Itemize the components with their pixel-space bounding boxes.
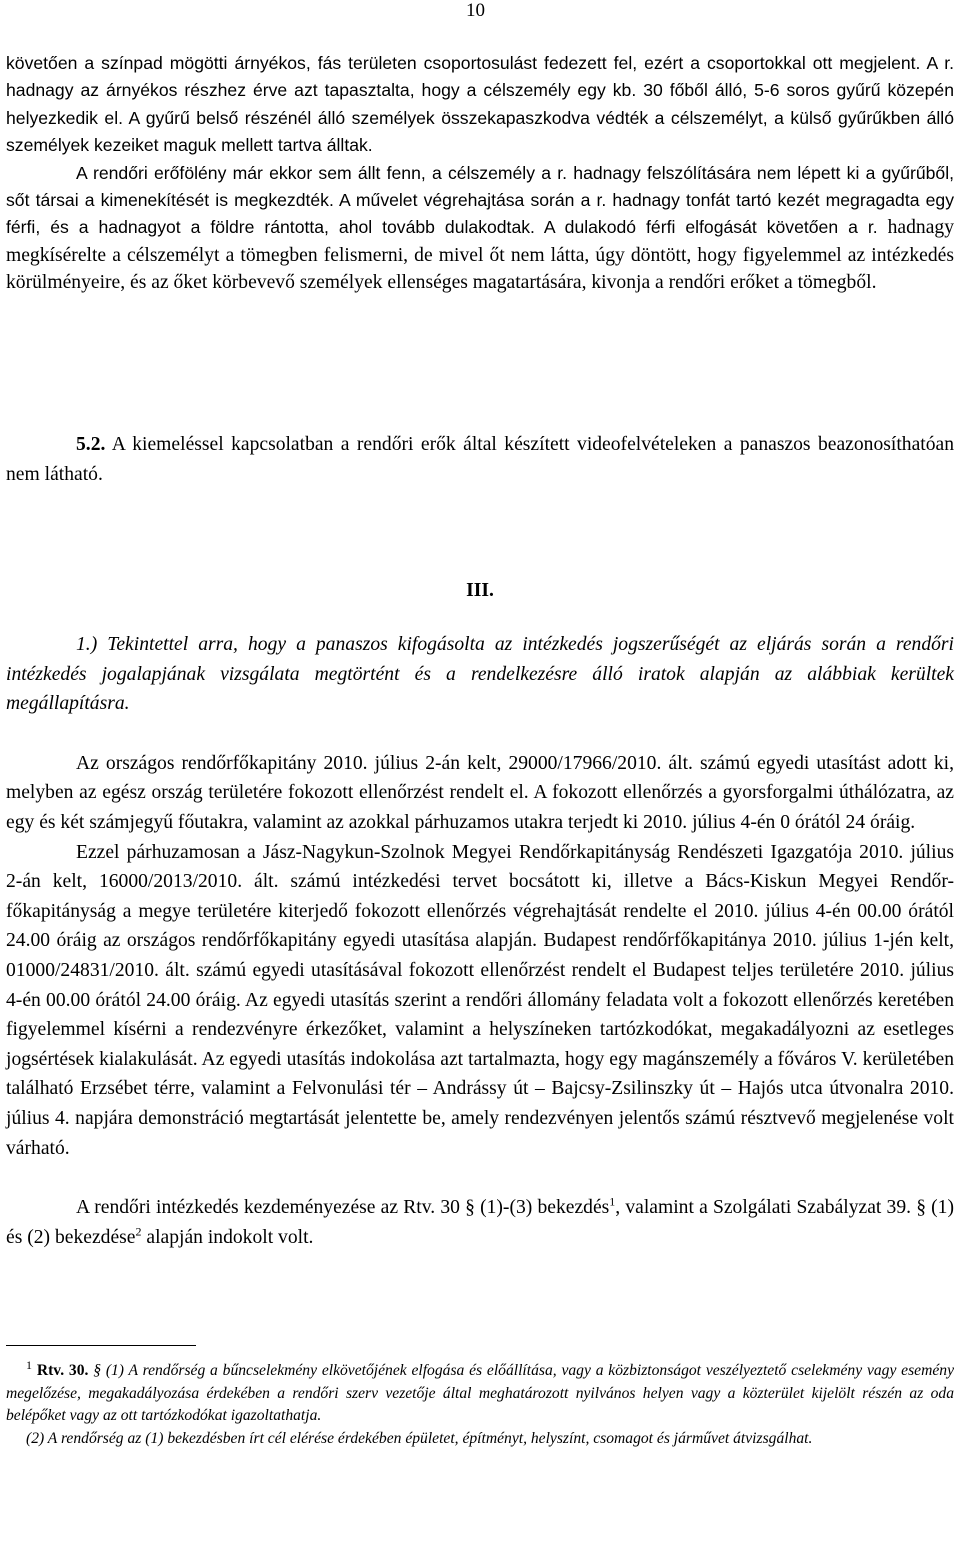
legal-basis-text-1: A rendőri intézkedés kezdeményezése az Rtv. 30 § (1)-(3) bekezdés — [76, 1197, 610, 1219]
section-iii-body — [6, 630, 954, 1252]
intro-text: Tekintettel arra, hogy a panaszos kifogásolta az intézkedés jogszerűségét az eljárás során a rendőri intézkedés jogalapjának vizsgálata megtörtént és a rendelkezésre álló iratok alapján az alábbiak kerültek megállapításra. — [6, 634, 954, 715]
footnote-1-mark: 1 — [26, 1357, 32, 1372]
paragraph-ring-description — [6, 50, 954, 297]
ring-text-part2: A gyűrű belső részénél álló személyek összekapaszkodva védték a célszemélyt, a külső gyűrűkben álló személyek kezeiket maguk mellett tartva álltak. — [6, 107, 954, 156]
legal-basis-text-2: , valamint a Szolgálati Szabályzat 39. § (1) és (2) bekezdése — [6, 1197, 955, 1248]
paragraph-regional-orders: Ezzel párhuzamosan a Jász-Nagykun-Szolnok Megyei Rendőrkapitányság Rendészeti Igazgatója 2010. július 2-án kelt, 16000/2013/2010. ált. számú intézkedési tervet bocsátott ki, illetve a Bács-Kiskun Megyei Rendőr-főkapitányság a megye területére kiterjedő fokozott ellenőrzés végrehajtását rendelte el 2010. július 4-én 00.00 órától 24.00 óráig az országos rendőrfőkapitány egyedi utasítása alapján. Budapest rendőrfőkapitánya 2010. július 1-jén kelt, 01000/24831/2010. ált. számú egyedi utasításával fokozott ellenőrzést rendelt el Budapest teljes területére 2010. július 4-én 00.00 órától 24.00 óráig. Az egyedi utasítás szerint a rendőri állomány feladata volt a fokozott ellenőrzés keretében figyelemmel kísérni a rendezvényre érkezőket, valamint a helyszíneken tartózkodókat, megakadályozni az esetleges jogsértések kialakulását. Az egyedi utasítás indokolása azt tartalmazta, hogy egy magánszemély a főváros V. kerületében található Erzsébet térre, valamint a Felvonulási tér – Andrássy út – Bajcsy-Zsilinszky út – Hajós utca útvonalra 2010. július 4. napjára demonstráció megtartását jelentette be, amely rendezvényen jelentős számú résztvevő megjelenése volt várható. — [6, 841, 954, 1159]
footnote-1-para-2: (2) A rendőrség az (1) bekezdésben írt cél elérése érdekében épületet, építményt, helyszínt, csomagot és járművet átvizsgálhat. — [26, 1430, 813, 1448]
footnote-1-text: § (1) A rendőrség a bűncselekmény elkövetőjének elfogása és előállítása, vagy a közbiztonságot veszélyeztető cselekmény vagy esemény megelőzése, megakadályozása érdekében a rendőri szerv vezetője által meghatározott nyilvános helyen vagy a közterület kijelölt részén az oda belépőket vagy az ott tartózkodókat igazoltathatja. — [6, 1362, 954, 1425]
section-heading-iii: III. — [466, 580, 494, 601]
footnote-1 — [6, 1357, 954, 1428]
ring-text-part1: követően a színpad mögötti árnyékos, fás területen csoportosulást fedezett fel, ezért a csoportokkal ott megjelent. A r. hadnagy az árnyékos részhez érve azt tapasztalta, hogy a célszemély egy kb. 30 főből álló, 5-6 soros gyűrű közepén helyezkedik el. — [6, 53, 954, 128]
section-5-2-number: 5.2. — [76, 434, 106, 455]
footnote-1-ref: Rtv. 30. — [36, 1362, 89, 1379]
footnote-ref-2[interactable]: 2 — [135, 1224, 142, 1239]
legal-basis-text-3: alapján indokolt volt. — [141, 1226, 314, 1248]
intro-number: 1.) — [76, 634, 98, 655]
page-number: 10 — [466, 0, 485, 21]
paragraph-national-order: Az országos rendőrfőkapitány 2010. július 2-án kelt, 29000/17966/2010. ált. számú egyedi utasítást adott ki, melyben az egész ország területére fokozott ellenőrzést rendelt el. A fokozott ellenőrzés a gyorsforgalmi úthálózatra, az egy és két számjegyű főutakra, valamint az azokkal párhuzamos utakra terjedt ki 2010. július 4-én 0 órától 24 óráig. — [6, 752, 954, 833]
section-5-2 — [6, 430, 954, 489]
paragraph-legal-basis — [6, 1193, 954, 1252]
footnotes — [6, 1357, 954, 1451]
section-5-2-text: A kiemeléssel kapcsolatban a rendőri erők által készített videofelvételeken a panaszos beazonosíthatóan nem látható. — [6, 434, 955, 485]
police-superiority-text: A rendőri erőfölény már ekkor sem állt fenn, a célszemély a r. hadnagy felszólítására nem lépett ki a gyűrűből, sőt társai a kimenekítését is megkezdték. A művelet végrehajtása során a r. hadnagy tonfát tartó kezét megragadta egy férfi, és a hadnagyot a földre rántotta, ahol tovább dulakodtak. A dulakodó férfi elfogását követően a r. — [6, 162, 954, 238]
withdrawal-text: hadnagy megkísérelte a célszemélyt a tömegben felismerni, de mivel őt nem látta, úgy döntött, hogy figyelemmel az intézkedés körülményeire, és az őket körbevevő személyek ellenséges magatartására, kivonja a rendőri erőket a tömegből. — [6, 217, 954, 294]
footnote-separator — [6, 1345, 196, 1346]
footnote-ref-1[interactable]: 1 — [609, 1194, 616, 1209]
